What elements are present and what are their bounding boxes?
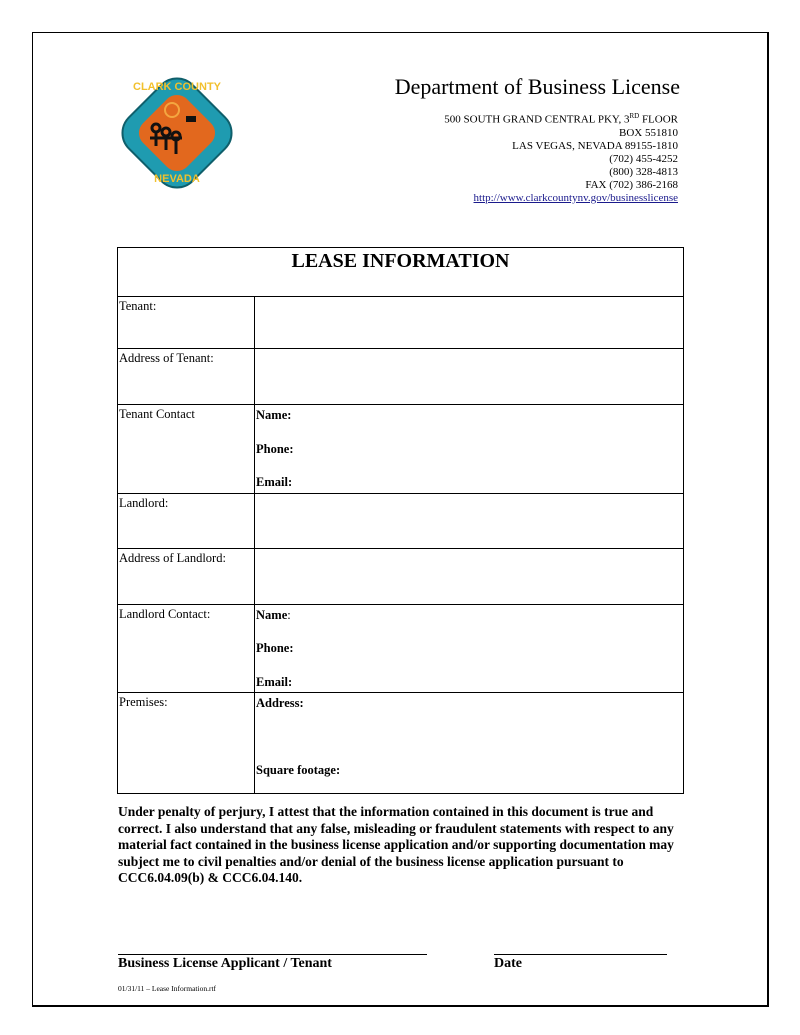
website-link[interactable]: http://www.clarkcountynv.gov/businesslicense [473, 191, 678, 204]
applicant-signature-line[interactable] [118, 954, 427, 955]
fax: FAX (702) 386-2168 [585, 178, 678, 191]
date-label: Date [494, 956, 522, 971]
email-label: Email: [256, 475, 293, 489]
department-title: Department of Business License [394, 74, 680, 99]
landlord-address-label: Address of Landlord: [118, 548, 255, 604]
tenant-label: Tenant: [118, 297, 255, 349]
floor-suffix: FLOOR [639, 113, 678, 126]
tenant-field[interactable] [255, 297, 684, 349]
colon: : [287, 607, 291, 622]
landlord-field[interactable] [255, 493, 684, 548]
clark-county-logo [114, 70, 240, 196]
name-label: Name: [256, 408, 292, 422]
phone-1: (702) 455-4252 [609, 152, 678, 165]
address-label: Address: [256, 696, 304, 710]
tenant-contact-label: Tenant Contact [118, 405, 255, 494]
square-footage-label: Square footage: [256, 762, 341, 777]
po-box: BOX 551810 [619, 126, 678, 139]
name-label: Name [256, 607, 288, 622]
form-title: LEASE INFORMATION [118, 248, 684, 297]
landlord-address-field[interactable] [255, 548, 684, 604]
tenant-contact-field[interactable] [255, 405, 684, 494]
applicant-label: Business License Applicant / Tenant [118, 956, 332, 971]
tenant-address-label: Address of Tenant: [118, 349, 255, 405]
footer-text: 01/31/11 – Lease Information.rtf [118, 984, 217, 993]
department-address [444, 110, 678, 205]
floor-sup: RD [629, 112, 640, 120]
landlord-contact-label: Landlord Contact: [118, 604, 255, 693]
attestation-text: Under penalty of perjury, I attest that the information contained in this document is true and correct. I also understand that any false, misleading or fraudulent statements with respect to any material fact contained in the business license application and/or supporting documentation may subject me to civil penalties and/or denial of the business license application pursuant to CCC6.04.09(b) & CCC6.04.140. [118, 804, 674, 885]
svg-text:NEVADA: NEVADA [154, 173, 200, 185]
premises-label: Premises: [118, 693, 255, 794]
svg-text:CLARK COUNTY: CLARK COUNTY [133, 81, 221, 93]
phone-label: Phone: [256, 441, 294, 456]
premises-field[interactable] [255, 693, 684, 794]
landlord-contact-field[interactable] [255, 604, 684, 693]
phone-2: (800) 328-4813 [609, 165, 678, 178]
lease-form-table [117, 247, 684, 794]
city-state: LAS VEGAS, NEVADA 89155-1810 [512, 139, 678, 152]
tenant-address-field[interactable] [255, 349, 684, 405]
street-address: 500 SOUTH GRAND CENTRAL PKY, 3 [444, 113, 630, 126]
phone-label: Phone: [256, 641, 294, 655]
landlord-label: Landlord: [118, 493, 255, 548]
email-label: Email: [256, 674, 293, 689]
date-signature-line[interactable] [494, 954, 667, 955]
